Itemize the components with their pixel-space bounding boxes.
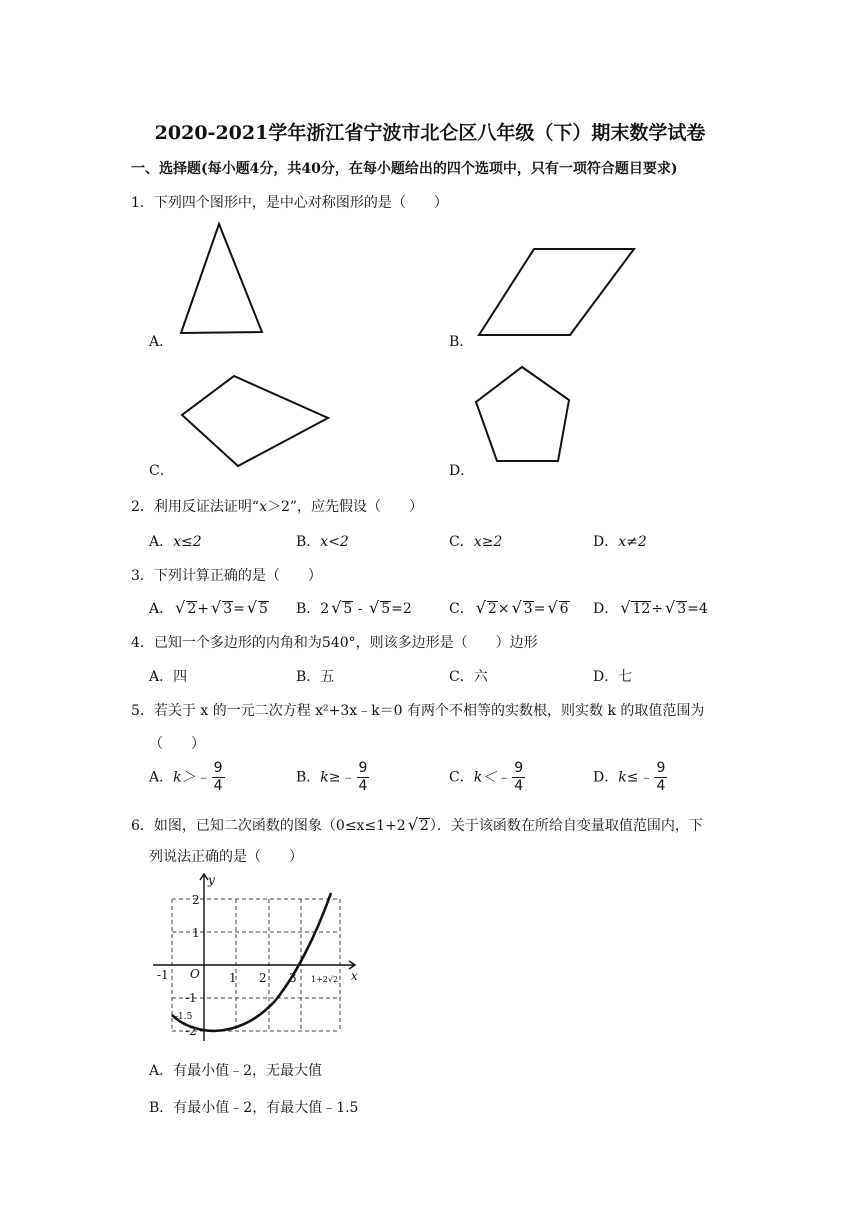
question-5-stem: 5．若关于 x 的一元二次方程 x²+3x﹣k＝0 有两个不相等的实数根，则实数 k 的取值范围为 — [131, 703, 705, 719]
question-3-option-c: C． √ 2× √ 3= √ 6 — [449, 598, 569, 617]
question-4-stem: 4．已知一个多边形的内角和为540°，则该多边形是（ ）边形 — [131, 635, 538, 651]
parallelogram-figure — [470, 244, 640, 340]
question-3-option-d: D． √ 12÷ √ 3=4 — [593, 598, 708, 617]
question-4-option-a: A．四 — [149, 669, 188, 685]
question-1-stem: 1．下列四个图形中，是中心对称图形的是（ ） — [131, 195, 448, 211]
question-6-option-a: A．有最小值﹣2，无最大值 — [149, 1063, 323, 1079]
svg-text:y: y — [208, 873, 215, 887]
svg-text:3: 3 — [289, 971, 297, 985]
question-6-stem-continued: 列说法正确的是（ ） — [149, 849, 303, 865]
svg-text:x: x — [351, 969, 358, 983]
question-1-option-a: A． — [149, 334, 174, 350]
question-6-stem: 6．如图，已知二次函数的图象（0≤x≤1+2 √ 2）．关于该函数在所给自变量取值范围内，下 — [131, 815, 703, 834]
question-1-option-c: C． — [149, 463, 174, 479]
question-2-option-a: A．x≤2 — [149, 534, 202, 550]
svg-text:1: 1 — [192, 926, 200, 940]
svg-text:O: O — [190, 967, 200, 981]
svg-text:-1: -1 — [157, 968, 169, 982]
svg-text:1: 1 — [229, 971, 237, 985]
pentagon-figure — [470, 362, 590, 472]
question-5-option-a: A．k＞﹣ $\frac{9}{4}$ — [149, 760, 223, 794]
svg-text:2: 2 — [192, 893, 200, 907]
question-5-option-b: B．k≥﹣ $\frac{9}{4}$ — [296, 760, 368, 794]
section-heading: 一、选择题(每小题4分，共40分，在每小题给出的四个选项中，只有一项符合题目要求) — [131, 161, 678, 177]
question-6-option-b: B．有最小值﹣2，有最大值﹣1.5 — [149, 1100, 359, 1116]
kite-figure — [176, 370, 336, 470]
question-5-option-c: C．k＜﹣ $\frac{9}{4}$ — [449, 760, 524, 794]
question-4-option-c: C．六 — [449, 669, 488, 685]
svg-text:2: 2 — [259, 971, 267, 985]
svg-text:-1: -1 — [185, 991, 197, 1005]
question-5-stem-continued: （ ） — [149, 736, 205, 752]
triangle-figure — [170, 218, 270, 338]
question-4-option-b: B．五 — [296, 669, 335, 685]
question-1-option-d: D． — [449, 463, 475, 479]
question-3-option-b: B．2 √ 5 - √ 5=2 — [296, 598, 412, 617]
question-3-stem: 3．下列计算正确的是（ ） — [131, 568, 322, 584]
question-2-option-d: D．x≠2 — [593, 534, 647, 550]
question-2-option-b: B．x<2 — [296, 534, 349, 550]
page-title: 2020-2021学年浙江省宁波市北仑区八年级（下）期末数学试卷 — [154, 122, 706, 144]
question-2-stem: 2．利用反证法证明“x＞2”，应先假设（ ） — [131, 499, 424, 515]
parabola-curve — [172, 893, 331, 1031]
svg-text:1+2√2: 1+2√2 — [311, 975, 339, 984]
question-4-option-d: D．七 — [593, 669, 633, 685]
question-5-option-d: D．k≤﹣ $\frac{9}{4}$ — [593, 760, 666, 794]
svg-text:-1.5: -1.5 — [175, 1012, 193, 1022]
question-1-option-b: B． — [449, 334, 474, 350]
question-2-option-c: C．x≥2 — [449, 534, 503, 550]
question-3-option-a: A． √ 2+ √ 3= √ 5 — [149, 598, 268, 617]
svg-text:-2: -2 — [185, 1024, 197, 1038]
parabola-graph — [145, 866, 365, 1051]
